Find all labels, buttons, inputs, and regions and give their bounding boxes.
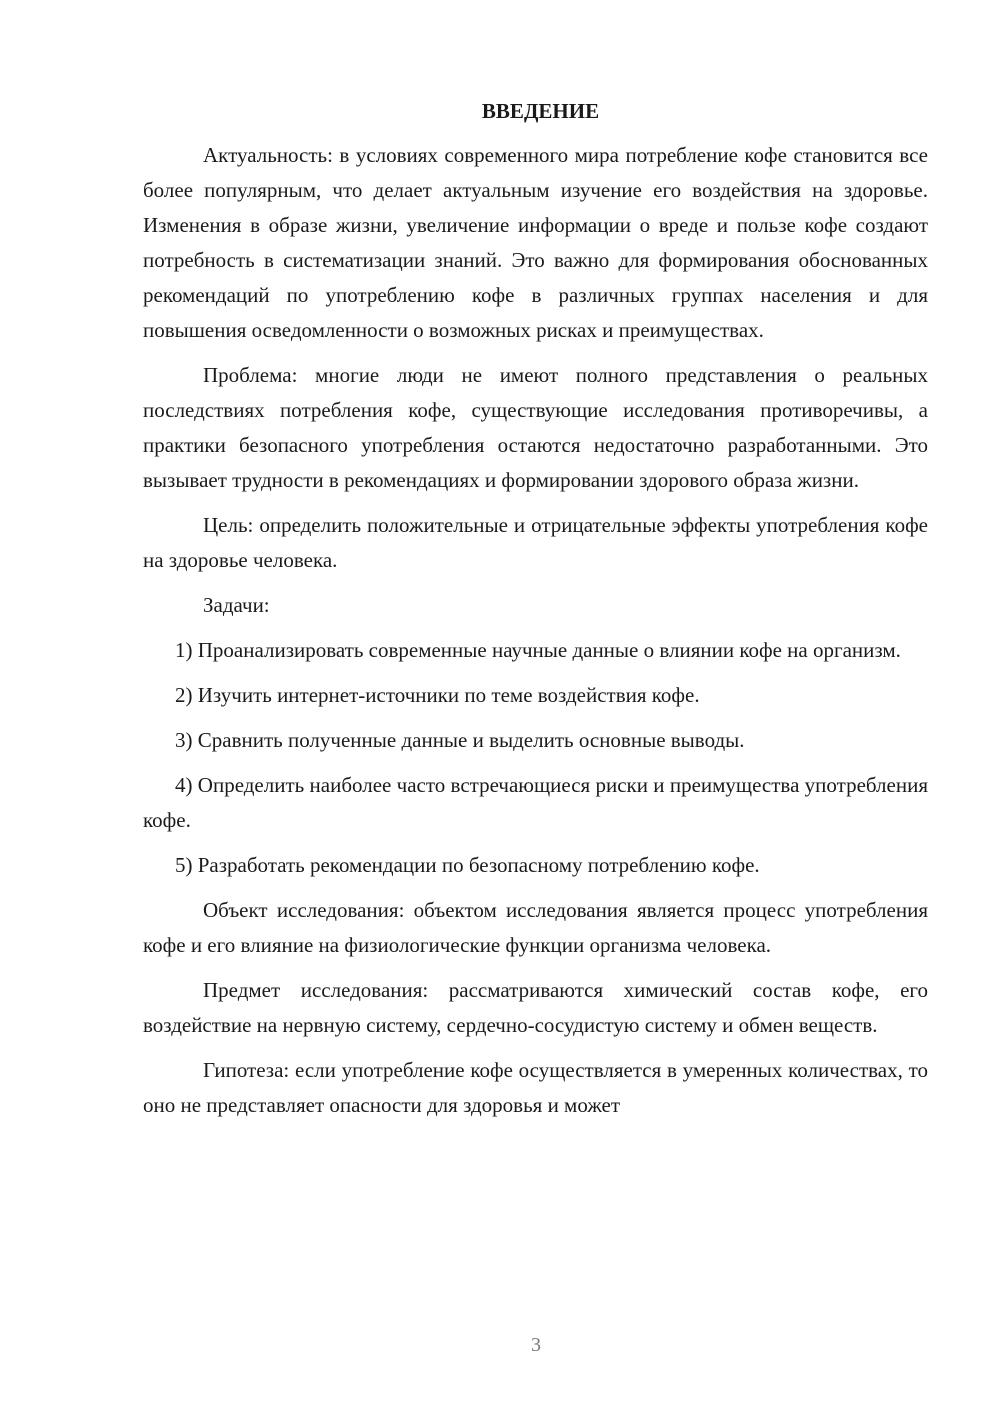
task-item-4: 4) Определить наиболее часто встречающиеся риски и преимущества употребления кофе. xyxy=(143,773,928,832)
page-number: 3 xyxy=(531,1334,541,1356)
hypothesis-paragraph: Гипотеза: если употребление кофе осуществляется в умеренных количествах, то оно не представляет опасности для здоровья и может xyxy=(143,1058,928,1117)
problem-paragraph: Проблема: многие люди не имеют полного представления о реальных последствиях потребления кофе, существующие исследования противоречивы, а практики безопасного употребления остаются недостаточно разработанными. Это вызывает трудности в рекомендациях и формировании здорового образа жизни. xyxy=(143,363,928,492)
goal-paragraph: Цель: определить положительные и отрицательные эффекты употребления кофе на здоровье человека. xyxy=(143,513,928,572)
subject-paragraph: Предмет исследования: рассматриваются химический состав кофе, его воздействие на нервную систему, сердечно-сосудистую систему и обмен веществ. xyxy=(143,978,928,1037)
tasks-heading: Задачи: xyxy=(203,593,270,617)
section-title: ВВЕДЕНИЕ xyxy=(481,99,600,123)
object-paragraph: Объект исследования: объектом исследования является процесс употребления кофе и его влияние на физиологические функции организма человека. xyxy=(143,898,928,957)
page-content xyxy=(143,94,928,1123)
relevance-paragraph: Актуальность: в условиях современного мира потребление кофе становится все более популярным, что делает актуальным изучение его воздействия на здоровье. Изменения в образе жизни, увеличение информации о вреде и пользе кофе создают потребность в систематизации знаний. Это важно для формирования обоснованных рекомендаций по употреблению кофе в различных группах населения и для повышения осведомленности о возможных рисках и преимуществах. xyxy=(143,143,928,342)
task-item-5: 5) Разработать рекомендации по безопасному потреблению кофе. xyxy=(175,853,760,877)
task-item-2: 2) Изучить интернет-источники по теме воздействия кофе. xyxy=(175,683,700,707)
task-item-1: 1) Проанализировать современные научные данные о влиянии кофе на организм. xyxy=(175,638,901,662)
task-item-3: 3) Сравнить полученные данные и выделить основные выводы. xyxy=(175,728,745,752)
